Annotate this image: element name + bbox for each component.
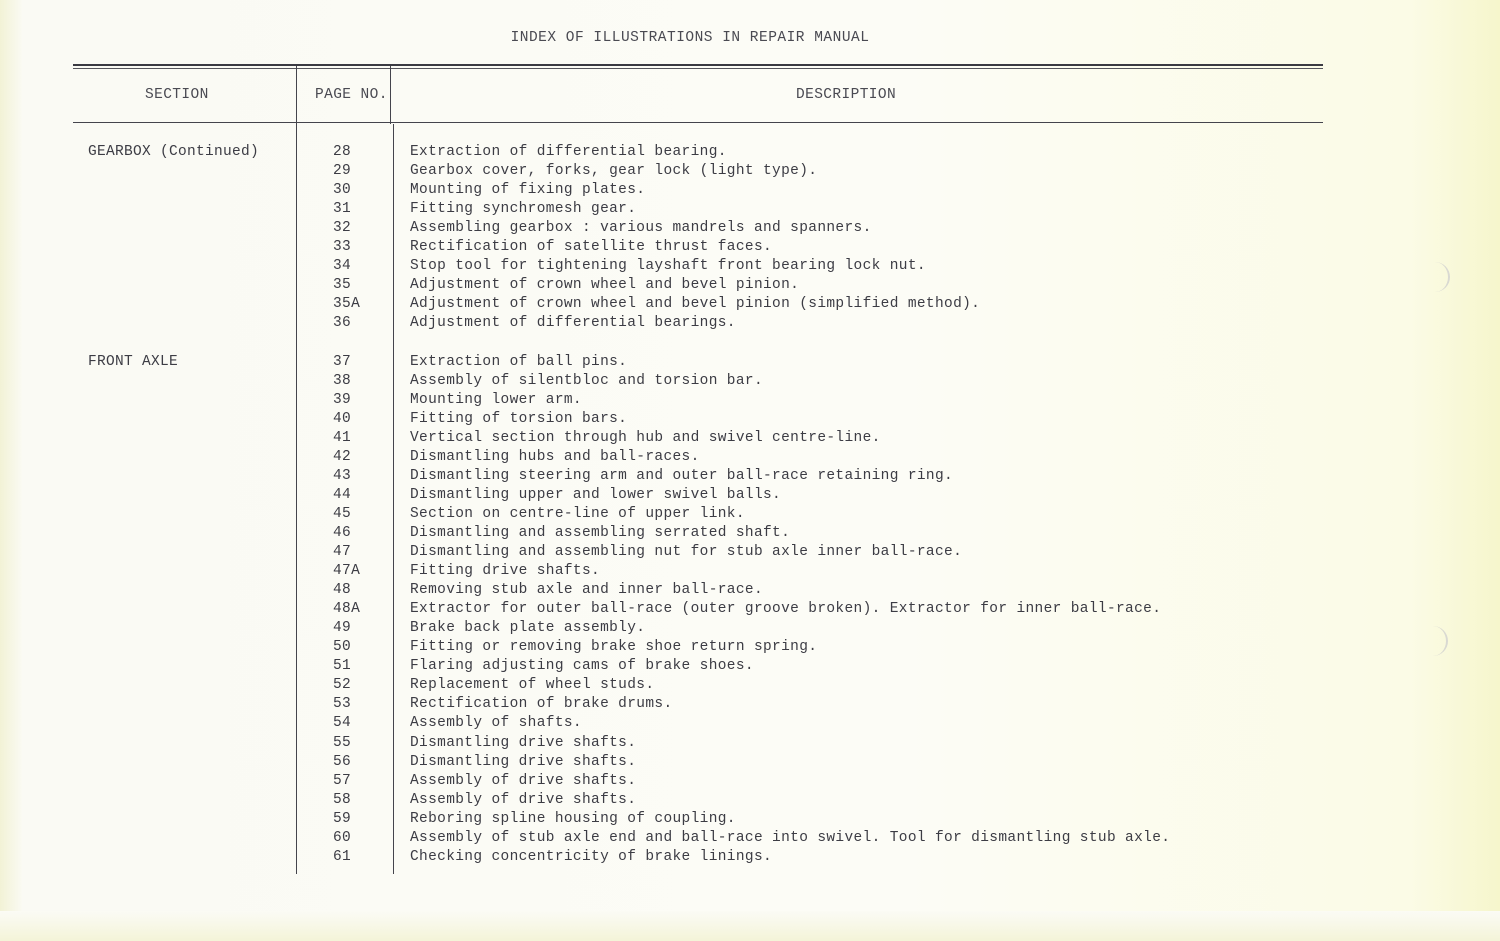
page-number: 37	[333, 353, 352, 370]
illustration-description: Adjustment of crown wheel and bevel pinion (simplified method).	[410, 296, 981, 313]
table-row	[0, 468, 1300, 487]
table-row	[0, 182, 1300, 201]
paper-edge-bottom	[0, 911, 1500, 941]
illustration-description: Section on centre-line of upper link.	[410, 505, 745, 522]
table-row	[0, 677, 1300, 696]
page-number: 42	[333, 448, 352, 465]
illustration-description: Brake back plate assembly.	[410, 620, 646, 637]
illustration-description: Extractor for outer ball-race (outer groove broken). Extractor for inner ball-race.	[410, 601, 1162, 618]
table-row	[0, 601, 1300, 620]
page-number: 46	[333, 524, 352, 541]
table-row	[0, 163, 1300, 182]
illustration-description: Assembly of drive shafts.	[410, 772, 637, 789]
illustration-description: Vertical section through hub and swivel centre-line.	[410, 429, 881, 446]
table-row	[0, 220, 1300, 239]
illustration-description: Reboring spline housing of coupling.	[410, 810, 736, 827]
illustration-description: Extraction of differential bearing.	[410, 144, 727, 160]
page-number: 41	[333, 429, 352, 446]
table-row	[0, 430, 1300, 449]
header-page-no: PAGE NO.	[315, 87, 388, 103]
table-row	[0, 525, 1300, 544]
table-row	[0, 201, 1300, 220]
illustration-description: Fitting of torsion bars.	[410, 410, 628, 427]
page-number: 61	[333, 848, 352, 865]
header-description: DESCRIPTION	[796, 87, 897, 103]
table-top-rule	[73, 64, 1323, 66]
page-number: 45	[333, 505, 352, 522]
page-number: 59	[333, 810, 352, 827]
table-row	[0, 296, 1300, 315]
page-number: 32	[333, 220, 352, 237]
table-row	[0, 392, 1300, 411]
page-number: 31	[333, 201, 352, 218]
table-row	[0, 354, 1300, 373]
table-row	[0, 315, 1300, 334]
table-row	[0, 563, 1300, 582]
table-row	[0, 411, 1300, 430]
page-number: 33	[333, 239, 352, 256]
table-row	[0, 277, 1300, 296]
table-row	[0, 658, 1300, 677]
illustration-description: Extraction of ball pins.	[410, 353, 628, 370]
header-section: SECTION	[145, 87, 209, 103]
table-row	[0, 258, 1300, 277]
page-number: 47A	[333, 563, 361, 580]
page-number: 55	[333, 734, 352, 751]
page-number: 38	[333, 372, 352, 389]
table-row	[0, 544, 1300, 563]
page-number: 28	[333, 144, 352, 160]
illustration-description: Assembling gearbox : various mandrels and spanners.	[410, 220, 872, 237]
page-number: 36	[333, 315, 352, 332]
table-row	[0, 144, 1300, 163]
illustration-description: Dismantling and assembling serrated shaft.	[410, 524, 791, 541]
page-number: 54	[333, 715, 352, 732]
page-number: 44	[333, 486, 352, 503]
page-number: 48A	[333, 601, 361, 618]
table-row	[0, 735, 1300, 754]
table-row	[0, 620, 1300, 639]
illustration-description: Assembly of stub axle end and ball-race into swivel. Tool for dismantling stub axle.	[410, 829, 1171, 846]
illustration-description: Assembly of drive shafts.	[410, 791, 637, 808]
page-number: 52	[333, 677, 352, 694]
illustration-description: Mounting of fixing plates.	[410, 182, 646, 199]
page-number: 30	[333, 182, 352, 199]
illustration-description: Dismantling and assembling nut for stub axle inner ball-race.	[410, 544, 963, 560]
illustration-description: Dismantling hubs and ball-races.	[410, 448, 700, 465]
illustration-description: Removing stub axle and inner ball-race.	[410, 582, 764, 599]
page-number: 40	[333, 410, 352, 427]
table-row	[0, 506, 1300, 525]
page-number: 58	[333, 791, 352, 808]
page-number: 51	[333, 658, 352, 675]
page-number: 39	[333, 391, 352, 408]
illustration-description: Gearbox cover, forks, gear lock (light type).	[410, 163, 818, 180]
illustration-description: Fitting or removing brake shoe return spring.	[410, 639, 818, 656]
table-row	[0, 696, 1300, 715]
section-label: FRONT AXLE	[88, 353, 179, 370]
illustration-description: Fitting synchromesh gear.	[410, 201, 637, 218]
illustration-description: Assembly of shafts.	[410, 715, 582, 732]
table-row	[0, 239, 1300, 258]
illustration-description: Checking concentricity of brake linings.	[410, 848, 773, 865]
page-number: 35	[333, 277, 352, 294]
table-row	[0, 582, 1300, 601]
illustration-description: Stop tool for tightening layshaft front bearing lock nut.	[410, 258, 926, 275]
page-number: 49	[333, 620, 352, 637]
page-number: 29	[333, 163, 352, 180]
table-header-rule	[73, 122, 1323, 123]
table-row	[0, 639, 1300, 658]
table-row	[0, 830, 1300, 849]
page-number: 56	[333, 753, 352, 770]
illustration-description: Dismantling steering arm and outer ball-race retaining ring.	[410, 467, 954, 484]
illustration-description: Mounting lower arm.	[410, 391, 582, 408]
illustration-description: Assembly of silentbloc and torsion bar.	[410, 372, 764, 389]
table-row	[0, 792, 1300, 811]
page-number: 43	[333, 467, 352, 484]
section-label: GEARBOX (Continued)	[88, 144, 260, 160]
illustration-description: Dismantling drive shafts.	[410, 734, 637, 751]
column-divider-header-2	[390, 66, 391, 124]
page-number: 35A	[333, 296, 361, 313]
table-row	[0, 487, 1300, 506]
table-top-rule-thin	[73, 68, 1323, 69]
punch-hole-mark	[1428, 626, 1448, 656]
table-row	[0, 754, 1300, 773]
illustration-description: Rectification of brake drums.	[410, 696, 673, 713]
page-number: 57	[333, 772, 352, 789]
page-number: 47	[333, 544, 352, 560]
column-divider-header-1	[296, 66, 297, 124]
punch-hole-mark	[1430, 262, 1450, 292]
illustration-description: Adjustment of crown wheel and bevel pinion.	[410, 277, 800, 294]
table-row	[0, 373, 1300, 392]
page-number: 48	[333, 582, 352, 599]
table-row	[0, 449, 1300, 468]
illustration-description: Flaring adjusting cams of brake shoes.	[410, 658, 754, 675]
page-number: 34	[333, 258, 352, 275]
document-title: INDEX OF ILLUSTRATIONS IN REPAIR MANUAL	[510, 30, 870, 46]
page-number: 50	[333, 639, 352, 656]
table-row	[0, 773, 1300, 792]
table-row	[0, 715, 1300, 734]
illustration-description: Rectification of satellite thrust faces.	[410, 239, 773, 256]
illustration-description: Dismantling drive shafts.	[410, 753, 637, 770]
table-row	[0, 811, 1300, 830]
illustration-description: Dismantling upper and lower swivel balls.	[410, 486, 782, 503]
page-number: 53	[333, 696, 352, 713]
table-row	[0, 849, 1300, 868]
illustration-description: Replacement of wheel studs.	[410, 677, 655, 694]
page-number: 60	[333, 829, 352, 846]
illustration-description: Fitting drive shafts.	[410, 563, 601, 580]
illustration-description: Adjustment of differential bearings.	[410, 315, 736, 332]
